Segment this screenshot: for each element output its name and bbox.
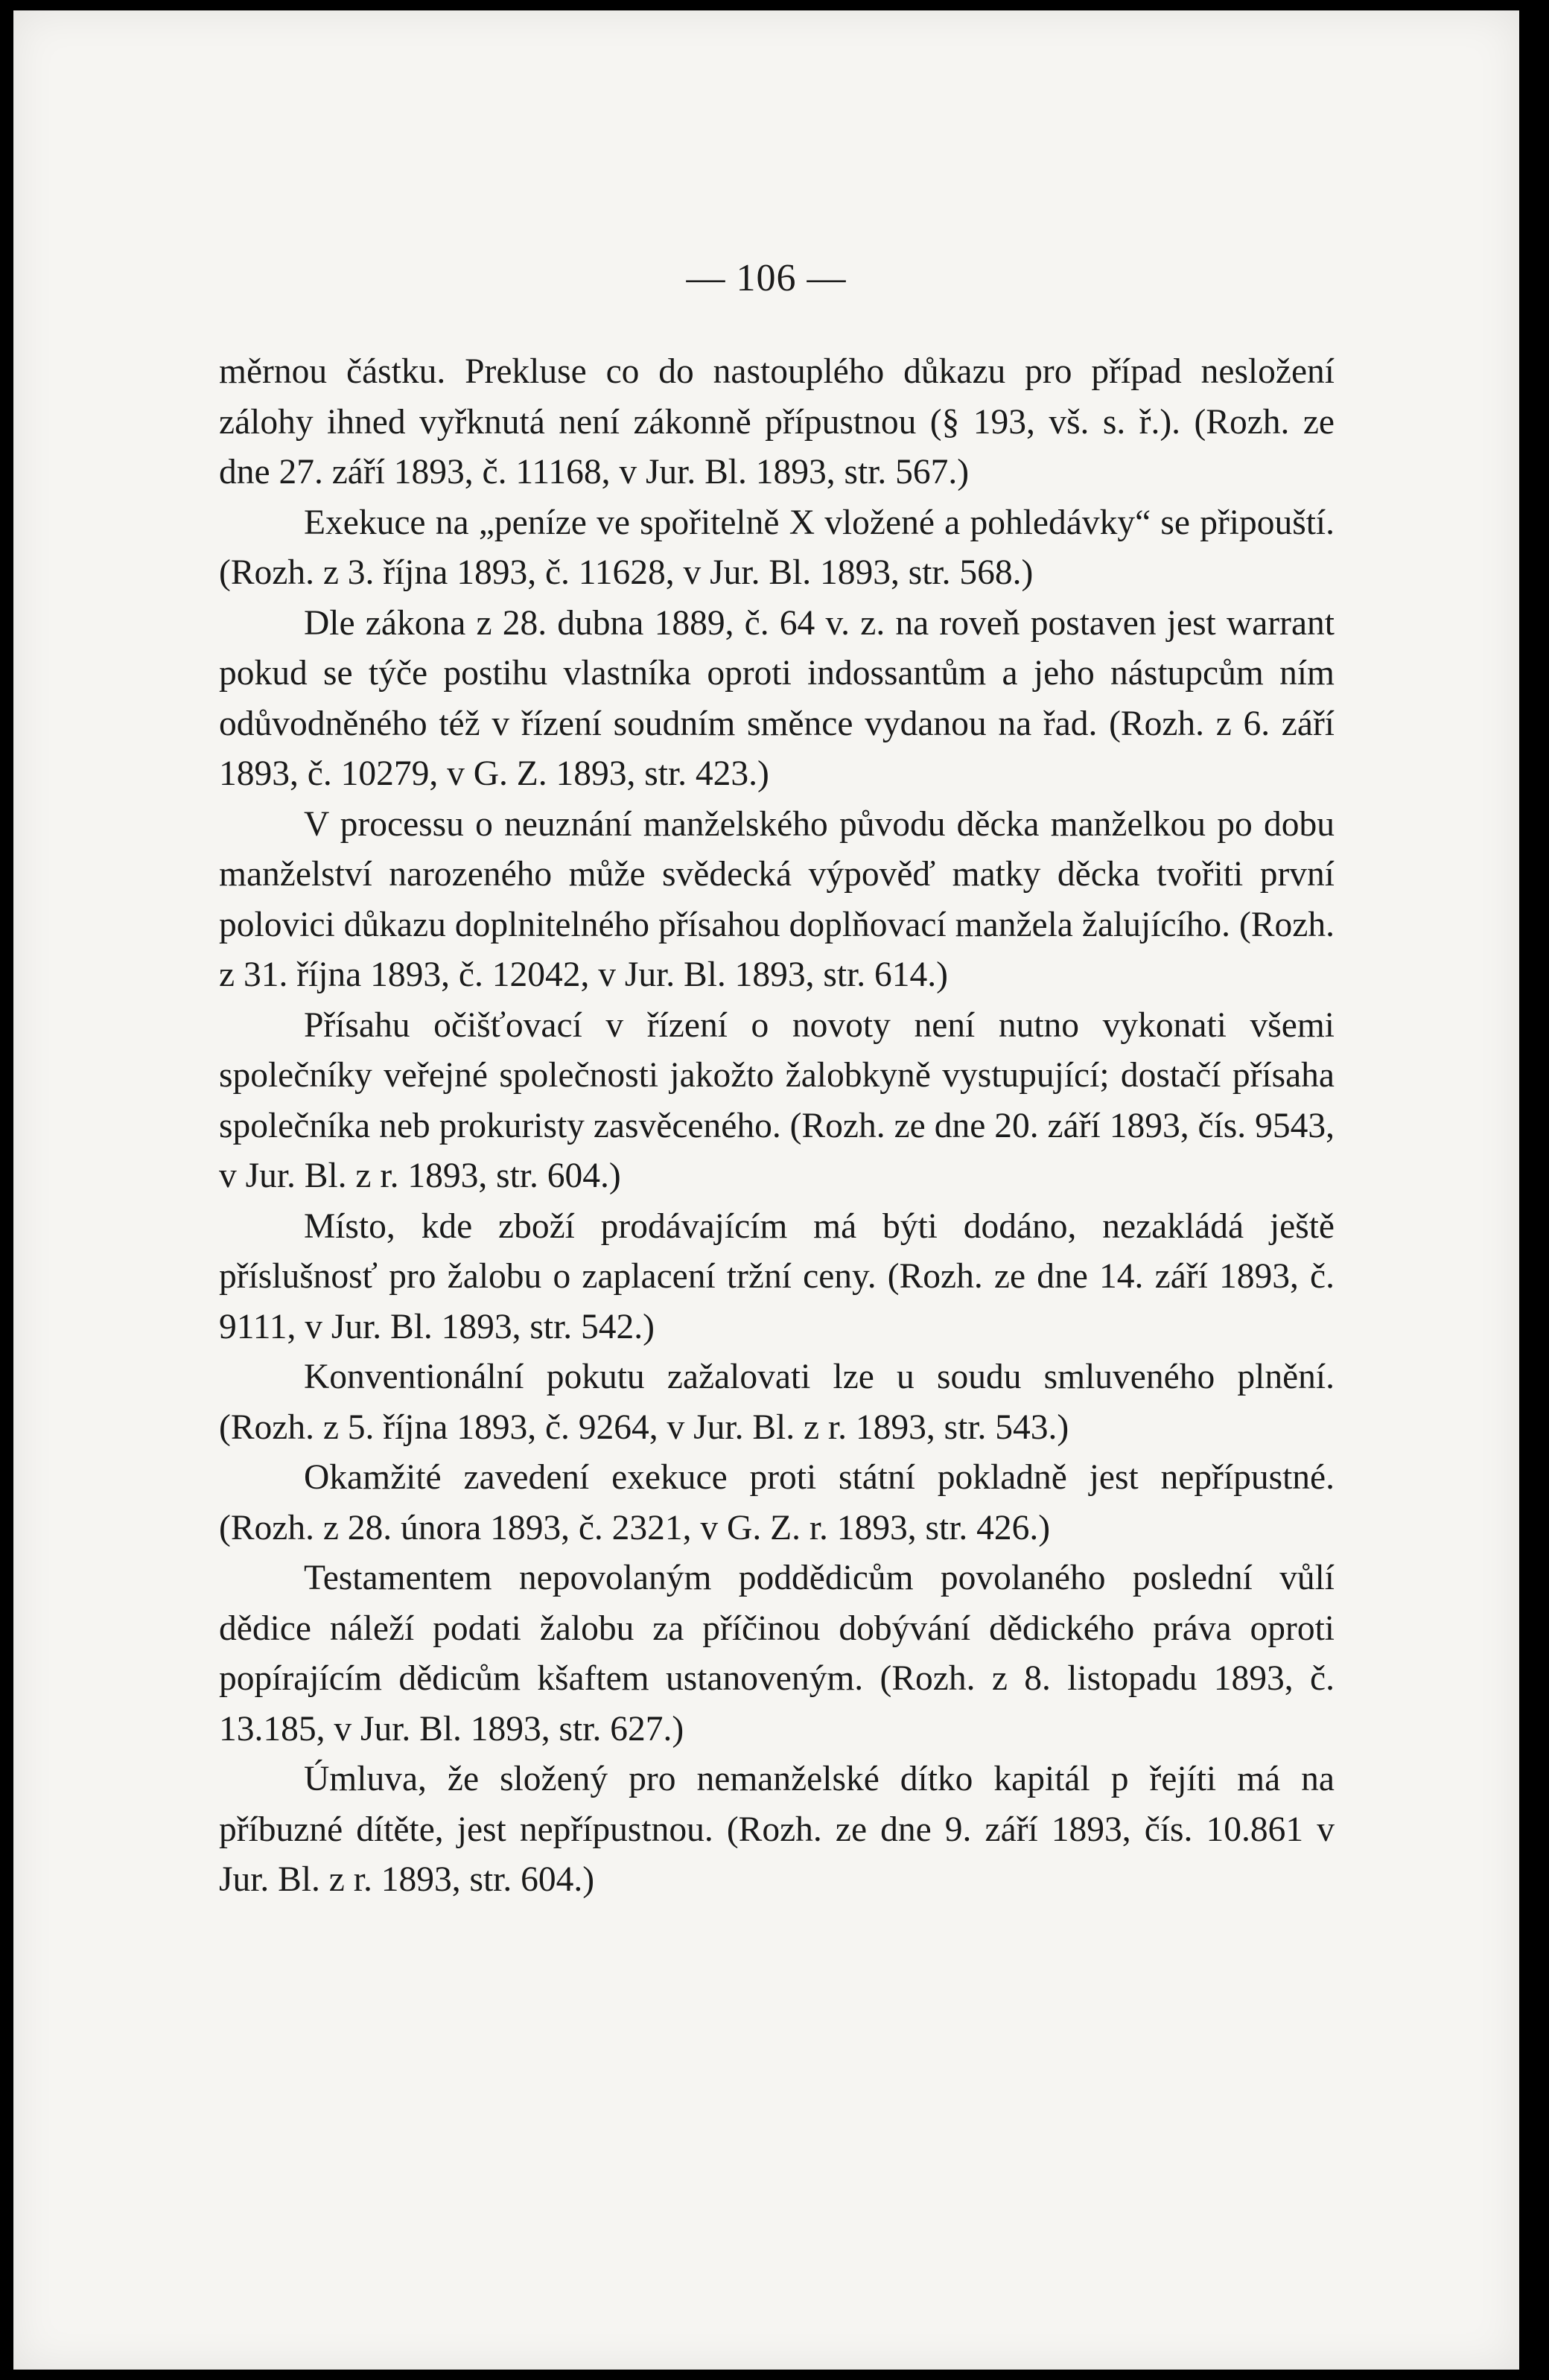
paragraph: Exekuce na „peníze ve spořitelně X vložené a pohledávky“ se připouští. (Rozh. z 3. října 1893, č. 11628, v Jur. Bl. 1893, str. 568.) — [219, 503, 1335, 592]
paragraph: V processu o neuznání manželského původu děcka manželkou po dobu manželství narozeného může svědecká výpověď matky děcka tvořiti první polovici důkazu doplnitelného přísahou doplňovací manžela žalujícího. (Rozh. z 31. října 1893, č. 12042, v Jur. Bl. 1893, str. 614.) — [219, 804, 1335, 994]
paragraph: Konventionální pokutu zažalovati lze u soudu smluveného plnění. (Rozh. z 5. října 1893, č. 9264, v Jur. Bl. z r. 1893, str. 543.) — [219, 1358, 1335, 1447]
paragraph: Okamžité zavedení exekuce proti státní pokladně jest nepřípustné. (Rozh. z 28. února 1893, č. 2321, v G. Z. r. 1893, str. 426.) — [219, 1458, 1335, 1547]
paragraph: Úmluva, že složený pro nemanželské dítko kapitál p řejíti má na příbuzné dítěte, jest nepřípustnou. (Rozh. ze dne 9. září 1893, čís. 10.861 v Jur. Bl. z r. 1893, str. 604.) — [219, 1760, 1335, 1899]
paragraph: Místo, kde zboží prodávajícím má býti dodáno, nezakládá ještě příslušnosť pro žalobu o zaplacení tržní ceny. (Rozh. ze dne 14. září 1893, č. 9111, v Jur. Bl. 1893, str. 542.) — [219, 1206, 1335, 1346]
paragraph: Dle zákona z 28. dubna 1889, č. 64 v. z. na roveň postaven jest warrant pokud se týče postihu vlastníka oproti indossantům a jeho nástupcům ním odůvodněného též v řízení soudním směnce vydanou na řad. (Rozh. z 6. září 1893, č. 10279, v G. Z. 1893, str. 423.) — [219, 603, 1335, 793]
paragraph: měrnou částku. Prekluse co do nastouplého důkazu pro případ nesložení zálohy ihned vyřknutá není zákonně přípustnou (§ 193, vš. s. ř.). (Rozh. ze dne 27. září 1893, č. 11168, v Jur. Bl. 1893, str. 567.) — [219, 352, 1335, 491]
body-text — [219, 347, 1335, 1906]
page-number: — 106 — — [686, 257, 847, 299]
paragraph: Testamentem nepovolaným poddědicům povolaného poslední vůlí dědice náleží podati žalobu za příčinou dobývání dědického práva oproti popírajícím dědicům kšaftem ustanoveným. (Rozh. z 8. listopadu 1893, č. 13.185, v Jur. Bl. 1893, str. 627.) — [219, 1559, 1335, 1749]
paragraph: Přísahu očišťovací v řízení o novoty není nutno vykonati všemi společníky veřejné společnosti jakožto žalobkyně vystupující; dostačí přísaha společníka neb prokuristy zasvěceného. (Rozh. ze dne 20. září 1893, čís. 9543, v Jur. Bl. z r. 1893, str. 604.) — [219, 1005, 1335, 1195]
book-page — [13, 10, 1519, 2370]
